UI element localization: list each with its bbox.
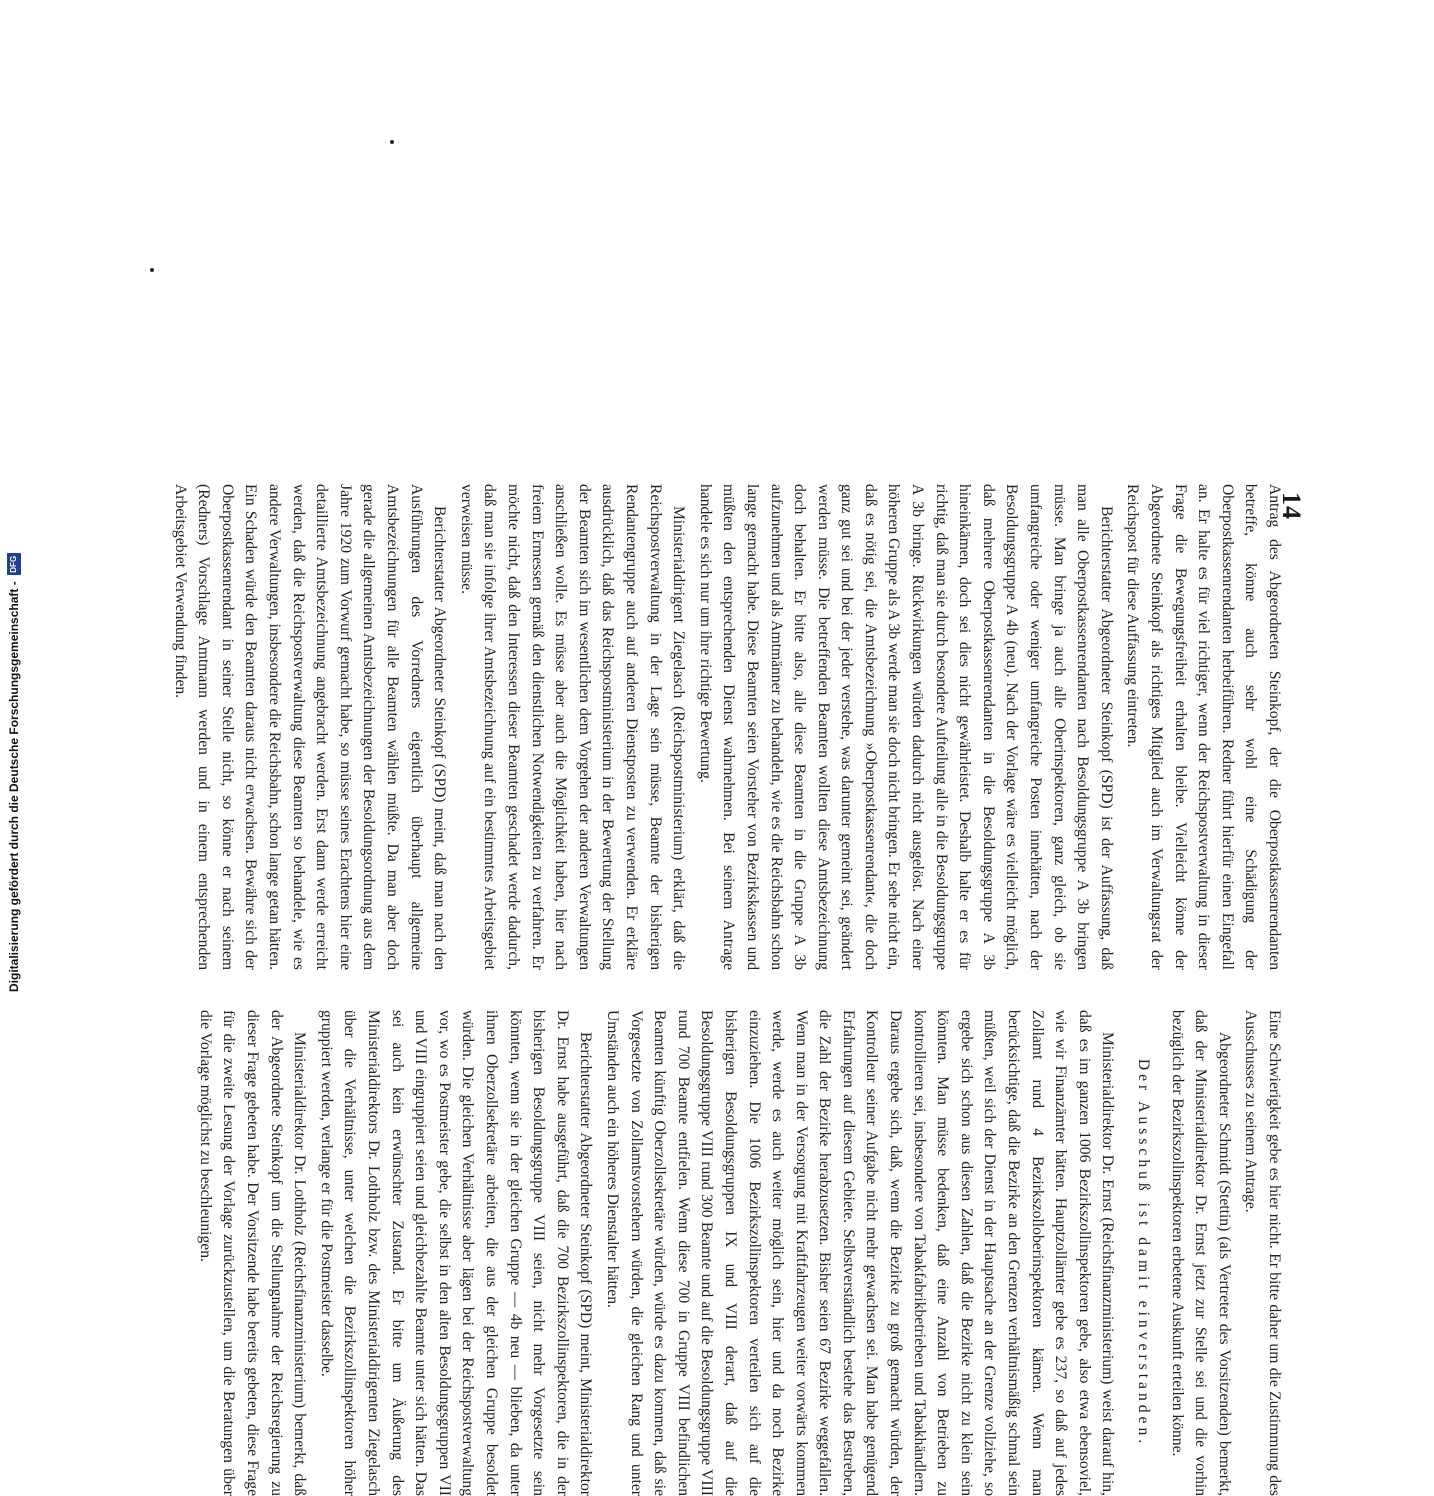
paragraph: Berichterstatter Abgeordneter Steinkopf (SPD) meint, daß man nach den Ausführungen des Vorredners eigentlich überhaupt allgemeine Amtsbezeichnungen für alle Beamten wählen müßte. Da man aber doch gerade die allgemeinen Amtsbezeichnungen der Besoldungsordnung aus dem Jahre 1920 zum Vorwurf gemacht habe, so müsse seines Erachtens hier eine detaillierte Amtsbezeichnung angebracht werden. Erst dann werde erreicht werden, daß die Reichspostverwaltung diese Beamten so behandele, wie es andere Verwaltungen, insbesondere die Reichsbahn, schon lange getan hätten. Ein Schaden würde den Beamten daraus nicht erwachsen. Bewähre sich der Oberpostkassenrendant in seiner Stelle nicht, so könne er nach seinem (Redners) Vorschlage Amtmann werden und in einem entsprechenden Arbeitsgebiet Verwendung finden.	[171, 484, 449, 970]
paragraph: Ministerialdirektor Dr. Lothholz (Reichsfinanzministerium) bemerkt, daß der Abgeordnete Steinkopf um die Stellungnahme der Reichsregierung zu dieser Frage gebeten habe. Der Vorsitzende habe bereits gebeten, diese Frage für die zweite Lesung der Vorlage zurückzustellen, um die Beratungen über die Vorlage möglichst zu beschleunigen.	[196, 1010, 309, 1496]
paragraph: Abgeordneter Schmidt (Stettin) (als Vertreter des Vorsitzenden) bemerkt, daß der Ministerialdirektor Dr. Ernst jetzt zur Stelle sei und die vorhin bezüglich der Bezirkszollinspektoren erbetene Auskunft erteilen könne.	[1168, 1010, 1233, 1496]
footer-strip	[0, 0, 28, 1000]
scan-speck	[390, 140, 394, 144]
scan-speck	[150, 268, 154, 272]
paragraph: Ministerialdirigent Ziegelasch (Reichspostministerium) erklärt, daß die Reichspostverwaltung in der Lage sein müsse, Beamte der bisherigen Rendantengruppe auch auf anderen Dienstposten zu verwenden. Er erkläre ausdrücklich, daß das Reichspostministerium in der Bewertung der Stellung der Beamten sich im wesentlichen dem Vorgehen der anderen Verwaltungen anschließen wolle. Es müsse aber auch die Möglichkeit haben, hier nach freiem Ermessen gemäß den dienstlichen Notwendigkeiten zu verfahren. Er möchte nicht, daß den Interessen dieser Beamten geschadet werde dadurch, daß man sie infolge ihrer Amtsbezeichnung auf ein bestimmtes Arbeitsgebiet verweisen müsse.	[457, 484, 688, 970]
dfg-logo-icon: DFG	[7, 553, 21, 575]
left-column	[165, 484, 1286, 970]
page-number: 14	[1277, 492, 1306, 520]
paragraph: Eine Schwierigkeit gebe es hier nicht. Er bitte daher um die Zustimmung des Ausschusses zu seinem Antrage.	[1242, 1010, 1283, 1496]
paragraph: Antrag des Abgeordneten Steinkopf, der die Oberpostkassenrendanten betreffe, könne auch sehr wohl eine Schädigung der Oberpostkassenrendanten herbeiführen. Redner führt hierfür einen Eingefall an. Er halte es für viel richtiger, wenn der Reichspostverwaltung in dieser Frage die Bewegungsfreiheit erhalten bleibe. Vielleicht könne der Abgeordnete Steinkopf als richtiges Mitglied auch im Verwaltungsrat der Reichspost für diese Auffassung eintreten.	[1124, 484, 1283, 970]
paragraph: Ministerialdirektor Dr. Ernst (Reichsfinanzministerium) weist darauf hin, daß es im ganzen 1006 Bezirkszollinspektoren gebe, also etwa ebensoviel, wie wir Finanzämter hätten. Hauptzollämter gebe es 237, so daß auf jedes Zollamt rund 4 Bezirkszolloberinspektoren kämen. Wenn man berücksichtige, daß die Bezirke an den Grenzen verhältnismäßig schmal sein müßten, weil sich der Dienst in der Hauptsache an der Grenze vollziehe, so ergebe sich schon aus diesen Zahlen, daß die Bezirke nicht zu klein sein könnten. Man müsse bedenken, daß eine Anzahl von Betrieben zu kontrollieren sei, insbesondere von Tabakfabrikbetrieben und Tabakhändlern. Daraus ergebe sich, daß, wenn die Bezirke zu groß gemacht würden, der Kontrolleur seiner Aufgabe nicht mehr gewachsen sei. Man habe genügend Erfahrungen auf diesem Gebiete. Selbstverständlich bestehe das Bestreben, die Zahl der Bezirke herabzusetzen. Bisher seien 67 Bezirke weggefallen. Wenn man in der Versorgung mit Kraftfahrzeugen weiter vorwärts kommen werde, werde es auch weiter möglich sein, hier und da noch Bezirke einzuziehen. Die 1006 Bezirkszollinspektoren verteilen sich auf die bisherigen Besoldungsgruppen IX und VIII derart, daß auf die Besoldungsgruppe VIII rund 300 Beamte und auf die Besoldungsgruppe VIII rund 700 Beamte entfielen. Wenn diese 700 in Gruppe VIII befindlichen Beamten künftig Oberzollsekretäre würden, würde es dazu kommen, daß sie Vorgesetzte von Zollamtsvorstehern würden, die gleichen Rang und unter Umständen auch ein höheres Dienstalter hätten.	[603, 1010, 1117, 1496]
footer-text: Digitalisierung gefördert durch die Deutsche Forschungsgemeinschaft -	[7, 581, 21, 992]
footer-margin	[0, 0, 28, 1000]
paragraph: Berichterstatter Abgeordneter Steinkopf (SPD) meint, Ministerialdirektor Dr. Ernst habe ausgeführt, daß die 700 Bezirkszollinspektoren, die in der bisherigen Besoldungsgruppe VIII seien, nicht mehr Vorgesetzte sein könnten, wenn sie in der gleichen Gruppe — 4b neu — blieben, da unter ihnen Oberzollsekretäre arbeiten, die aus der gleichen Gruppe besoldet würden. Die gleichen Verhältnisse aber lägen bei der Reichspostverwaltung vor, wo es Postmeister gebe, die selbst in den alten Besoldungsgruppen VII und VIII eingruppiert seien und gleichbezahlte Beamte unter sich hätten. Das sei auch kein erwünschter Zustand. Er bitte um Äußerung des Ministerialdirektors Dr. Lothholz bzw. des Ministerialdirigenten Ziegelasch über die Verhältnisse, unter welchen die Bezirkszollinspektoren höher gruppiert werden, verlange er für die Postmeister dasselbe.	[317, 1010, 595, 1496]
right-column	[190, 1010, 1286, 1496]
paragraph-centered: Der Ausschuß ist damit einverstanden.	[1135, 1058, 1153, 1448]
paragraph: Berichterstatter Abgeordneter Steinkopf (SPD) ist der Auffassung, daß man alle Oberpostkassenrendanten nach Besoldungsgruppe A 3b bringen müsse. Man bringe ja auch alle Oberinspektoren, ganz gleich, ob sie umfangreiche oder weniger umfangreiche Posten innehätten, nach der Besoldungsgruppe A 4b (neu). Nach der Vorlage wäre es vielleicht möglich, daß mehrere Oberpostkassenrendanten in die Besoldungsgruppe A 3b hineinkämen, doch sei dies nicht gewährleistet. Deshalb halte er es für richtig, daß man sie durch besondere Aufteilung alle in die Besoldungsgruppe A 3b bringe. Rückwirkungen würden dadurch nicht ausgelöst. Nach einer höheren Gruppe als A 3b werde man sie doch nicht bringen. Er sehe nicht ein, daß es nötig sei, die Amtsbezeichnung »Oberpostkassenrendant«, die doch ganz gut sei und bei der jeder verstehe, was darunter gemeint sei, geändert werden müsse. Die betreffenden Beamten wollten diese Amtsbezeichnung doch behalten. Er bitte also, alle diese Beamten in die Gruppe A 3b aufzunehmen und als Amtmänner zu behandeln, wie es die Reichsbahn schon lange gemacht habe. Diese Beamten seien Vorsteher von Bezirkskassen und müßten den entsprechenden Dienst wahrnehmen. Bei seinem Antrage handele es sich nur um ihre richtige Bewertung.	[696, 484, 1115, 970]
